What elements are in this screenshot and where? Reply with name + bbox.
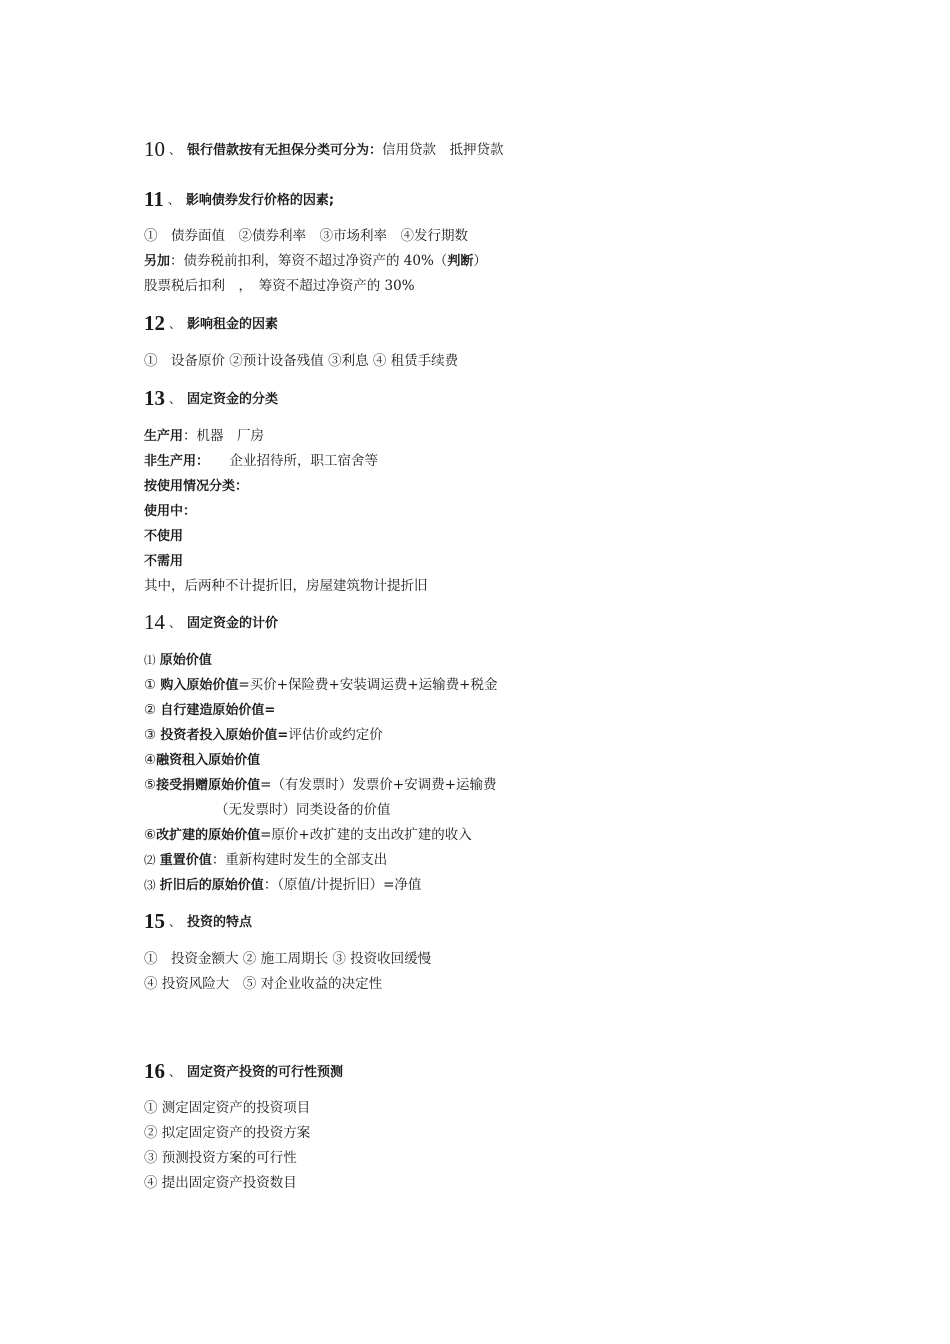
text-run: ：（原值/计提折旧）=净值 [263, 877, 422, 893]
bold-label: 原始价值 [159, 653, 212, 668]
text-line [144, 751, 260, 770]
section-separator: 、 [169, 317, 182, 331]
section-separator: 、 [169, 1065, 182, 1079]
bold-label: 不使用 [144, 529, 184, 544]
text-line [144, 826, 472, 845]
text-line [144, 427, 264, 446]
text-line [144, 876, 421, 895]
section-separator: 、 [169, 915, 182, 929]
section-number: 10 [144, 137, 165, 161]
list-marker: ⑵ [144, 853, 156, 867]
text-run: ：债券税前扣利，筹资不超过净资产的 40%（ [170, 253, 448, 269]
text-line: ② 拟定固定资产的投资方案 [144, 1125, 311, 1141]
list-marker: ⑤ [144, 777, 157, 793]
section-11-heading [144, 187, 335, 211]
section-12-heading [144, 311, 279, 335]
text-line [144, 676, 497, 695]
section-separator: 、 [169, 616, 182, 630]
section-separator: 、 [167, 193, 180, 207]
bold-label: 不需用 [144, 554, 184, 569]
text-line: ① 投资金额大 ② 施工周期长 ③ 投资收回缓慢 [144, 951, 432, 967]
text-run: 评估价或约定价 [288, 727, 383, 743]
bold-label: 接受捐赠原始价值 [156, 778, 261, 793]
list-marker: ① [144, 677, 157, 693]
list-marker: ② [144, 702, 157, 718]
section-16-heading [144, 1059, 344, 1083]
section-inline-text: 信用贷款 抵押贷款 [382, 142, 504, 158]
bold-label: 重置价值 [159, 853, 212, 868]
bold-label: 判断 [447, 254, 474, 269]
text-line: ① 测定固定资产的投资项目 [144, 1100, 311, 1116]
section-number: 12 [144, 311, 165, 335]
list-marker: ⑥ [144, 827, 157, 843]
text-line [144, 452, 378, 471]
bold-label: 改扩建的原始价值 [156, 828, 261, 843]
bold-label: 折旧后的原始价值 [159, 878, 264, 893]
bold-label: 购入原始价值 [160, 678, 239, 693]
text-line [144, 552, 183, 571]
list-marker: ⑶ [144, 878, 156, 892]
section-title: 固定资金的分类 [187, 392, 279, 407]
section-separator: 、 [169, 143, 182, 157]
text-line [144, 527, 183, 546]
text-run: ） [473, 253, 487, 269]
text-run: =原价+改扩建的支出改扩建的收入 [260, 827, 472, 843]
text-run: =（有发票时）发票价+安调费+运输费 [260, 777, 497, 793]
bold-label: 生产用 [144, 429, 184, 444]
section-title: 固定资金的计价 [187, 616, 279, 631]
bold-label: 投资者投入原始价值= [160, 728, 289, 743]
text-run: =买价+保险费+安装调运费+运输费+税金 [238, 677, 498, 693]
text-line: ① 债券面值 ②债券利率 ③市场利率 ④发行期数 [144, 228, 468, 244]
bold-label: 按使用情况分类： [144, 479, 249, 494]
bold-label: 非生产用： [144, 454, 203, 469]
section-separator: 、 [169, 392, 182, 406]
section-number: 15 [144, 909, 165, 933]
text-run: ：机器 厂房 [183, 428, 265, 444]
list-marker: ③ [144, 727, 157, 743]
text-line: ④ 投资风险大 ⑤ 对企业收益的决定性 [144, 976, 383, 992]
text-line: ④ 提出固定资产投资数目 [144, 1175, 297, 1191]
bold-label: 融资租入原始价值 [156, 753, 261, 768]
section-title: 银行借款按有无担保分类可分为： [187, 143, 383, 158]
text-line [144, 726, 383, 745]
section-number: 14 [144, 610, 165, 634]
list-marker: ⑴ [144, 653, 156, 667]
text-run: 企业招待所，职工宿舍等 [202, 453, 379, 469]
text-line [144, 651, 212, 670]
text-line [144, 477, 248, 496]
text-line: 股票税后扣利 ， 筹资不超过净资产的 30% [144, 278, 415, 294]
text-line: 其中，后两种不计提折旧，房屋建筑物计提折旧 [144, 578, 428, 594]
section-number: 13 [144, 386, 165, 410]
section-title: 影响租金的因素 [187, 317, 279, 332]
bold-label: 使用中： [144, 504, 197, 519]
list-marker: ④ [144, 752, 157, 768]
section-title: 投资的特点 [187, 915, 253, 930]
section-13-heading [144, 386, 279, 410]
section-14-heading [144, 610, 279, 634]
text-line [144, 701, 275, 720]
bold-label: 自行建造原始价值= [160, 703, 276, 718]
text-line: ③ 预测投资方案的可行性 [144, 1150, 297, 1166]
text-line [144, 502, 196, 521]
section-number: 16 [144, 1059, 165, 1083]
text-line: ① 设备原价 ②预计设备残值 ③利息 ④ 租赁手续费 [144, 353, 459, 369]
text-run: ：重新构建时发生的全部支出 [211, 852, 388, 868]
section-title: 影响债券发行价格的因素; [185, 193, 335, 208]
section-title: 固定资产投资的可行性预测 [187, 1065, 344, 1080]
section-number: 11 [144, 187, 164, 211]
text-line: （无发票时）同类设备的价值 [215, 802, 391, 818]
section-10-heading [144, 137, 504, 161]
section-15-heading [144, 909, 253, 933]
text-line [144, 252, 487, 271]
text-line [144, 851, 387, 870]
text-line [144, 776, 497, 795]
bold-label: 另加 [144, 254, 171, 269]
